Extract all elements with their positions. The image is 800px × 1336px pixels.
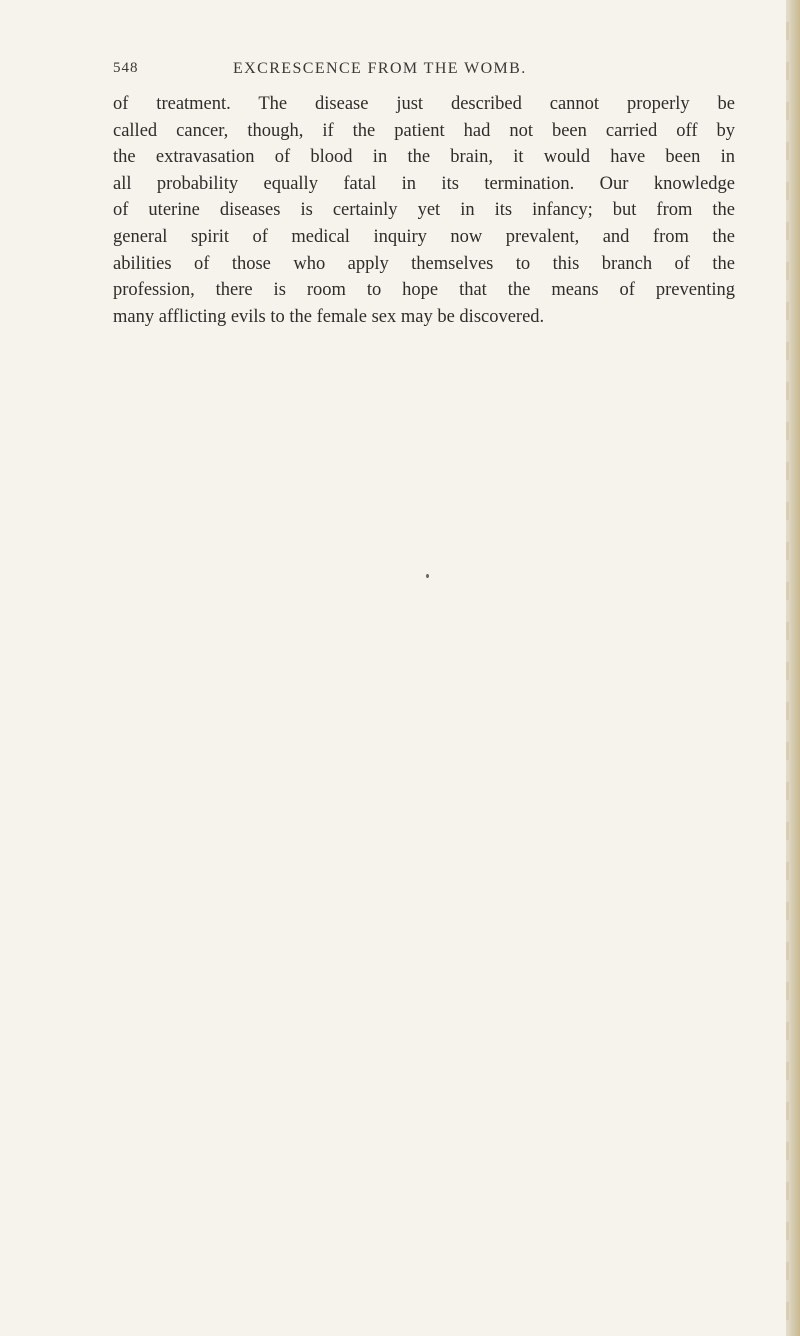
text-line: called cancer, though, if the patient had not been carried off by [113,120,735,141]
text-line: the extravasation of blood in the brain, it would have been in [113,147,735,168]
text-line: abilities of those who apply themselves to this branch of the [113,253,735,274]
paper-speck [426,574,429,578]
running-title: EXCRESCENCE FROM THE WOMB. [233,60,527,77]
text-line: of treatment. The disease just described cannot properly be [113,94,735,114]
text-line: profession, there is room to hope that the means of preventing [113,280,735,301]
text-line: general spirit of medical inquiry now prevalent, and from the [113,226,735,247]
page-edge [786,0,800,1336]
text-line: all probability equally fatal in its termination. Our knowledge [113,173,735,194]
text-line: of uterine diseases is certainly yet in its infancy; but from the [113,200,735,221]
page-number: 548 [113,60,139,76]
running-head [113,60,733,82]
text-line: many afflicting evils to the female sex may be discovered. [113,306,545,327]
body-paragraph [113,91,735,330]
